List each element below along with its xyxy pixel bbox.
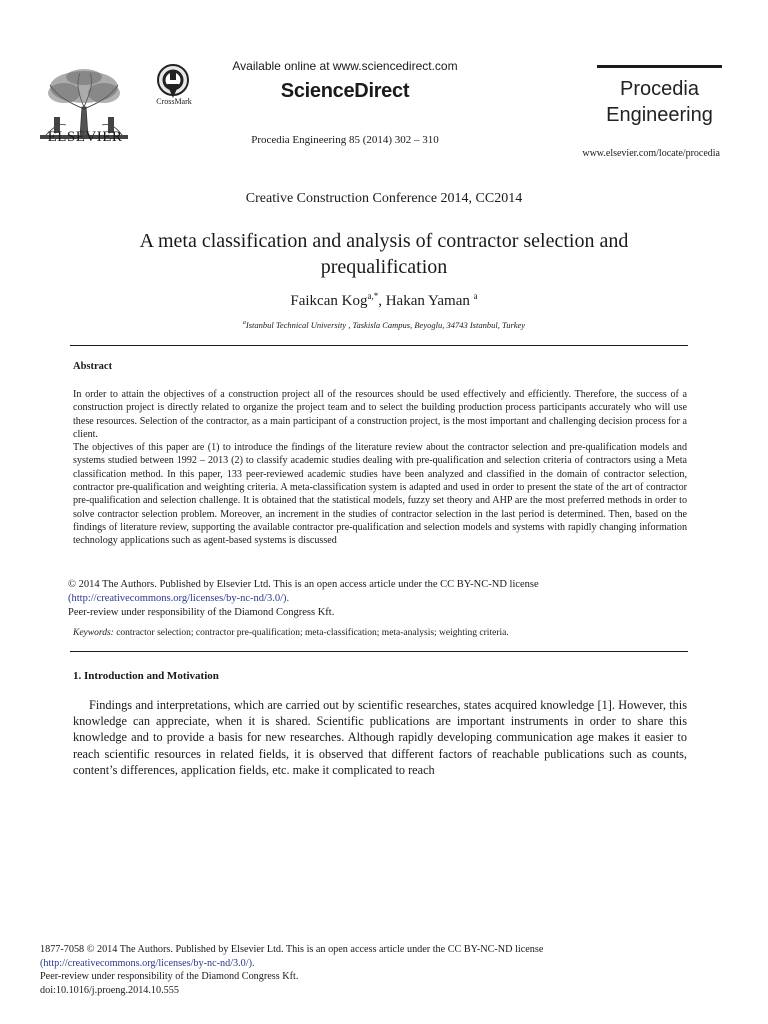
author-name: Hakan Yaman <box>385 293 474 309</box>
author-separator: , <box>378 293 386 309</box>
conference-name: Creative Construction Conference 2014, CC2014 <box>245 191 523 206</box>
author-name: Faikcan Kog <box>290 293 368 309</box>
crossmark-label: CrossMark <box>156 97 192 106</box>
divider <box>70 651 688 652</box>
abstract-text <box>73 388 687 548</box>
paper-title <box>60 228 708 280</box>
author-affiliation-mark: a <box>473 291 478 301</box>
affiliation-mark: a <box>242 320 246 327</box>
footer-license-link[interactable]: (http://creativecommons.org/licenses/by-nc-nd/3.0/). <box>40 957 255 969</box>
license-link[interactable]: (http://creativecommons.org/licenses/by-nc-nd/3.0/). <box>68 593 290 604</box>
available-online-text: Available online at www.sciencedirect.com <box>232 59 458 73</box>
abstract-heading: Abstract <box>73 361 113 372</box>
affiliation <box>0 320 768 330</box>
journal-title <box>597 76 722 128</box>
body-paragraph: Findings and interpretations, which are carried out by scientific researches, states acquired knowledge [1]. However, this knowledge can appreciate, when it is shared. Scientific publications are important instruments in order to share this knowledge and to provide a basis for new researches. Although rapidly developing communication age makes it easier to reach scientific resources in related fields, it is observed that different factors of reachable publications such as counts, content’s differences, application fields, etc. make it complicated to reach <box>73 698 687 777</box>
journal-url-link[interactable]: www.elsevier.com/locate/procedia <box>582 148 720 159</box>
section-heading: 1. Introduction and Motivation <box>73 670 219 682</box>
author-affiliation-mark: a,* <box>367 291 379 301</box>
footer-notice <box>40 943 688 997</box>
footer-license-line: 1877-7058 © 2014 The Authors. Published by Elsevier Ltd. This is an open access article under the CC BY-NC-ND license <box>40 944 544 955</box>
journal-rule <box>597 65 722 68</box>
journal-citation: Procedia Engineering 85 (2014) 302 – 310 <box>251 134 439 146</box>
keywords-label: Keywords: <box>73 628 114 638</box>
keywords <box>73 628 687 638</box>
publisher-name: ELSEVIER <box>47 129 123 145</box>
author-list <box>0 291 768 310</box>
journal-title-line2: Engineering <box>606 104 713 126</box>
body-text <box>73 697 687 778</box>
abstract-paragraph: In order to attain the objectives of a construction project all of the resources should be used effectively and efficiently. Therefore, the success of a construction project is directly related to organize the project team and to select the building production process participants accurately who will use these resources. Selection of the contractor, as a main participant of a construction project, is the most important and challenging decision process for a client. <box>73 389 687 440</box>
keywords-text: contractor selection; contractor pre-qualification; meta-classification; meta-analysis; weighting criteria. <box>113 628 509 638</box>
license-notice <box>68 578 688 620</box>
peer-review-line: Peer-review under responsibility of the Diamond Congress Kft. <box>68 607 335 618</box>
license-line: © 2014 The Authors. Published by Elsevier Ltd. This is an open access article under the CC BY-NC-ND license <box>68 579 539 590</box>
paper-title-line1: A meta classification and analysis of contractor selection and <box>139 230 629 252</box>
footer-doi[interactable]: doi:10.1016/j.proeng.2014.10.555 <box>40 984 179 996</box>
journal-title-line1: Procedia <box>620 78 699 100</box>
footer-peer-review: Peer-review under responsibility of the Diamond Congress Kft. <box>40 971 299 983</box>
sciencedirect-logo[interactable]: ScienceDirect <box>280 80 410 102</box>
affiliation-text: Istanbul Technical University , Taskisla Campus, Beyoglu, 34743 Istanbul, Turkey <box>245 320 526 330</box>
divider <box>70 345 688 346</box>
abstract-paragraph: The objectives of this paper are (1) to introduce the findings of the literature review about the contractor selection and pre-qualification models and systems studied between 1992 – 2013 (2) to classify academic studies dealing with pre-qualification and selection criteria of contractors using a Meta classification method. In this paper, 133 peer-reviewed academic studies have been analyzed and classified in the domain of contractor selection, contractor pre-qualification and weighting criteria. A meta-classification system is adapted and used in order to present the state of the art of contractor pre-qualification and selection challenge. It is obtained that the statistical models, fuzzy set theory and AHP are the most preferred methods in order to solve contractor selection problem. Moreover, an increment in the studies of contractor selection in the last period is determined. Then, based on the findings of literature review, supporting the available contractor pre-qualification and selection models and systems with rapidly changing information technology applications such as agent-based systems is discussed <box>73 442 687 547</box>
paper-title-line2: prequalification <box>320 256 448 278</box>
